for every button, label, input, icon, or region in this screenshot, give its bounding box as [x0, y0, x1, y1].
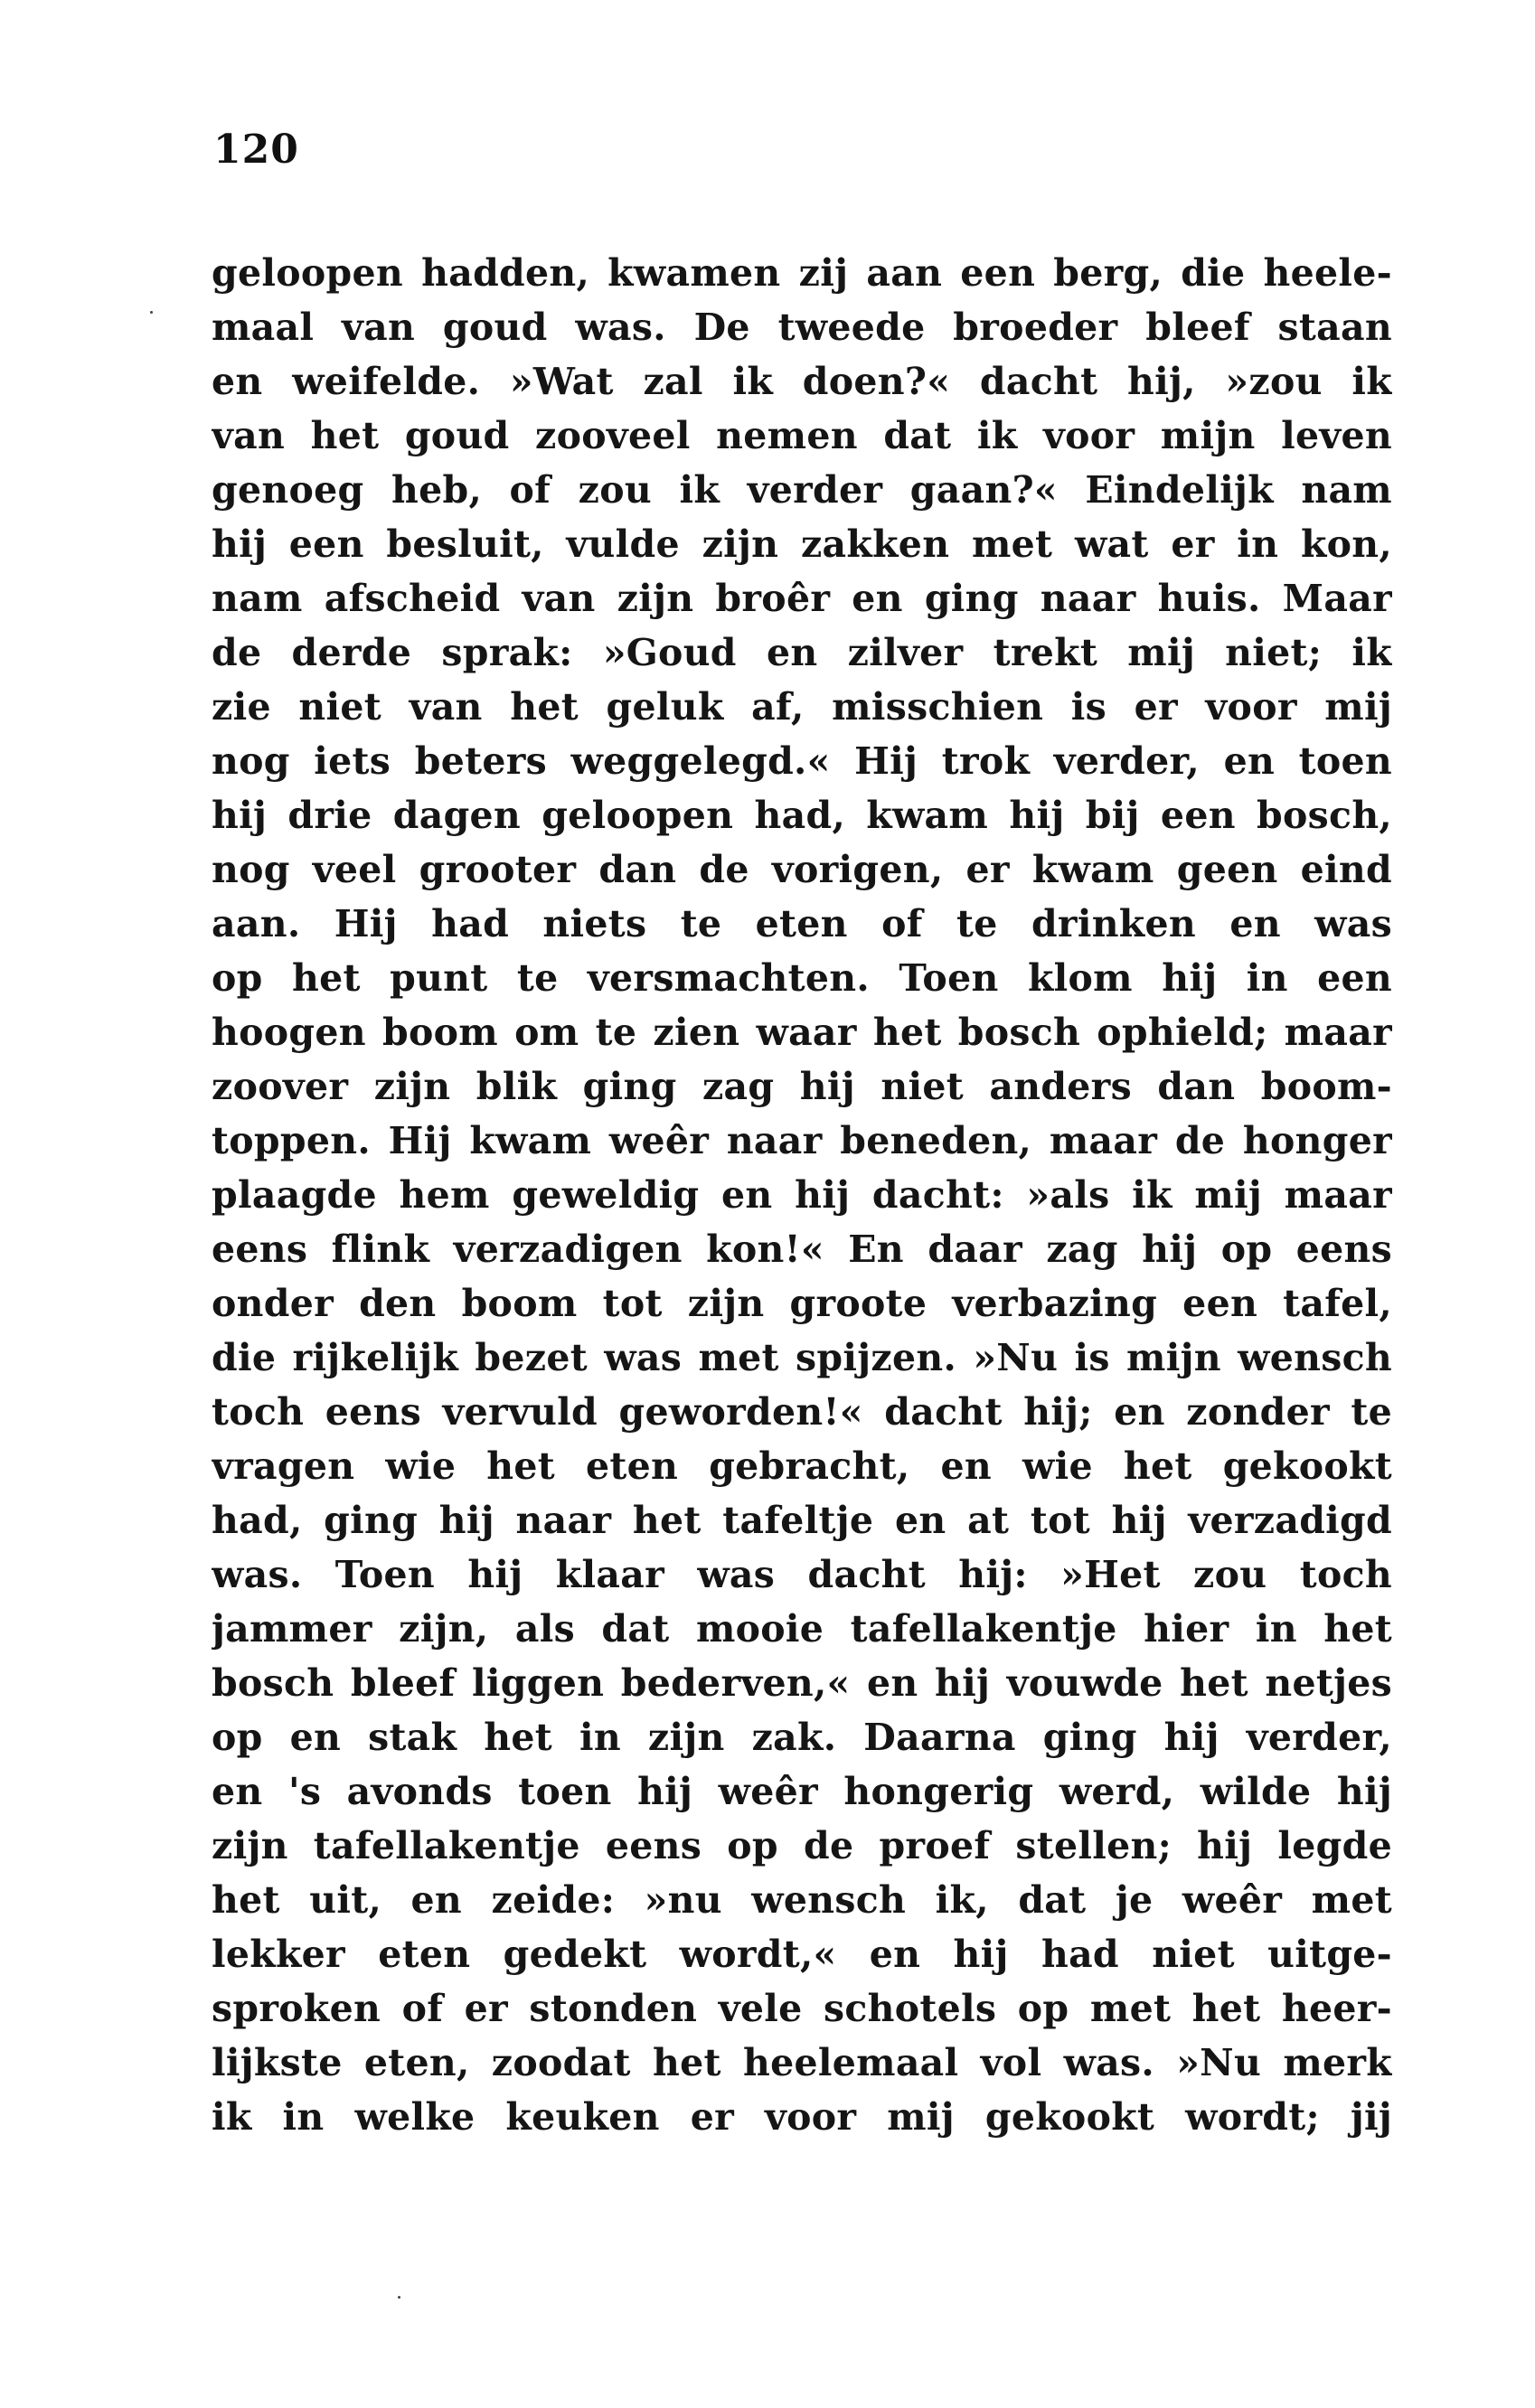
text-line: geloopen hadden, kwamen zij aan een berg, die heele-	[212, 251, 1392, 295]
text-line: hoogen boom om te zien waar het bosch ophield; maar	[212, 1011, 1392, 1054]
text-line: jammer zijn, als dat mooie tafellakentje hier in het	[212, 1607, 1392, 1651]
text-line: lekker eten gedekt wordt,« en hij had niet uitge-	[212, 1933, 1392, 1976]
text-line: was. Toen hij klaar was dacht hij: »Het zou toch	[212, 1553, 1392, 1596]
text-line: genoeg heb, of zou ik verder gaan?« Eindelijk nam	[212, 468, 1392, 512]
text-line: bosch bleef liggen bederven,« en hij vouwde het netjes	[212, 1661, 1392, 1705]
text-line: sproken of er stonden vele schotels op met het heer-	[212, 1987, 1392, 2030]
text-line: onder den boom tot zijn groote verbazing een tafel,	[212, 1282, 1392, 1325]
text-line: hij drie dagen geloopen had, kwam hij bij een bosch,	[212, 794, 1392, 837]
text-line: op en stak het in zijn zak. Daarna ging hij verder,	[212, 1716, 1392, 1759]
text-line: eens flink verzadigen kon!« En daar zag hij op eens	[212, 1228, 1392, 1271]
scan-speck	[150, 311, 153, 314]
text-line: lijkste eten, zoodat het heelemaal vol was. »Nu merk	[212, 2041, 1392, 2084]
text-line: had, ging hij naar het tafeltje en at tot hij verzadigd	[212, 1499, 1392, 1542]
text-line: zie niet van het geluk af, misschien is er voor mij	[212, 685, 1392, 729]
text-line: nog veel grooter dan de vorigen, er kwam geen eind	[212, 848, 1392, 891]
text-line: de derde sprak: »Goud en zilver trekt mij niet; ik	[212, 631, 1392, 674]
text-line: plaagde hem geweldig en hij dacht: »als ik mij maar	[212, 1173, 1392, 1217]
text-line: en weifelde. »Wat zal ik doen?« dacht hij, »zou ik	[212, 360, 1392, 403]
text-line: op het punt te versmachten. Toen klom hij in een	[212, 956, 1392, 1000]
text-line: nam afscheid van zijn broêr en ging naar huis. Maar	[212, 577, 1392, 620]
scan-speck	[398, 2296, 400, 2299]
text-line: toch eens vervuld geworden!« dacht hij; en zonder te	[212, 1390, 1392, 1434]
page-number: 120	[213, 127, 299, 173]
text-line: maal van goud was. De tweede broeder bleef staan	[212, 306, 1392, 349]
text-line: vragen wie het eten gebracht, en wie het gekookt	[212, 1444, 1392, 1488]
text-line: toppen. Hij kwam weêr naar beneden, maar de honger	[212, 1119, 1392, 1162]
text-line: nog iets beters weggelegd.« Hij trok verder, en toen	[212, 739, 1392, 783]
text-line: zoover zijn blik ging zag hij niet anders dan boom-	[212, 1065, 1392, 1108]
body-text	[212, 246, 1392, 2144]
text-line: ik in welke keuken er voor mij gekookt wordt; jij	[212, 2095, 1392, 2139]
text-line: en 's avonds toen hij weêr hongerig werd, wilde hij	[212, 1770, 1392, 1813]
text-line: van het goud zooveel nemen dat ik voor mijn leven	[212, 414, 1392, 457]
text-line: die rijkelijk bezet was met spijzen. »Nu is mijn wensch	[212, 1336, 1392, 1379]
text-line: zijn tafellakentje eens op de proef stellen; hij legde	[212, 1824, 1392, 1867]
text-line: aan. Hij had niets te eten of te drinken en was	[212, 902, 1392, 945]
text-line: hij een besluit, vulde zijn zakken met wat er in kon,	[212, 522, 1392, 566]
text-line: het uit, en zeide: »nu wensch ik, dat je weêr met	[212, 1878, 1392, 1922]
